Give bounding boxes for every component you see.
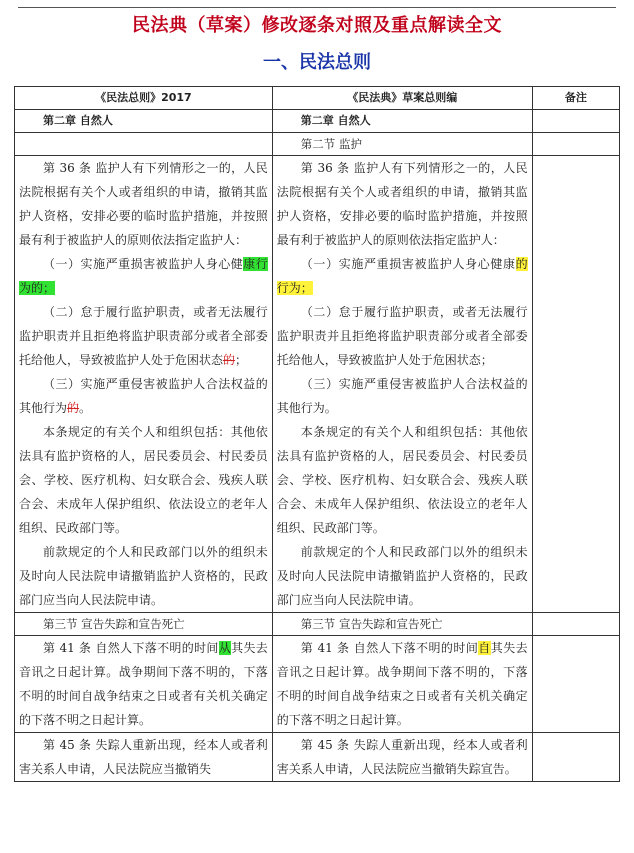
paragraph: 前款规定的个人和民政部门以外的组织未及时向人民法院申请撤销监护人资格的，民政部门应当向人民法院申请。: [19, 545, 268, 607]
highlight-yellow: 行为；: [276, 281, 313, 295]
chapter-left: [15, 110, 273, 133]
article-45-left: [15, 733, 273, 782]
chapter-middle-label: 第二章 自然人: [300, 114, 371, 127]
paragraph: [19, 636, 268, 732]
document-title: 民法典（草案）修改逐条对照及重点解读全文: [132, 15, 502, 36]
section-row: [15, 133, 620, 156]
article-41-left: [15, 636, 273, 733]
text: 其失去音讯之日起计算。战争期间下落不明的，下落不明的时间自战争结束之日或者有关机关确定的下落不明之日起计算。: [276, 641, 528, 727]
header-left: 《民法总则》2017: [15, 87, 273, 110]
remark-cell: [532, 110, 619, 133]
article-41-middle: [272, 636, 532, 733]
paragraph: [277, 636, 528, 732]
text: ；: [235, 353, 248, 367]
highlight-yellow: 自: [478, 641, 491, 655]
paragraph: 前款规定的个人和民政部门以外的组织未及时向人民法院申请撤销监护人资格的，民政部门应当向人民法院申请。: [276, 545, 528, 607]
highlight-green: 从: [218, 641, 232, 655]
paragraph: 第 36 条 监护人有下列情形之一的，人民法院根据有关个人或者组织的申请，撤销其监护人资格，安排必要的临时监护措施，并按照最有利于被监护人的原则依法指定监护人：: [19, 161, 268, 247]
article-36-middle: [272, 156, 532, 613]
section-middle: [272, 133, 532, 156]
paragraph: 第 45 条 失踪人重新出现，经本人或者利害关系人申请，人民法院应当撤销失踪宣告。: [276, 738, 528, 776]
header-middle: 《民法典》草案总则编: [272, 87, 532, 110]
chapter-left-label: 第二章 自然人: [43, 114, 113, 127]
section-guardianship-label: 第二节 监护: [300, 137, 362, 151]
text: 第 41 条 自然人下落不明的时间: [43, 641, 219, 655]
text: （一）实施严重损害被监护人身心健: [43, 257, 244, 271]
section-left: [15, 613, 273, 636]
paragraph: [19, 252, 268, 300]
text: 第 41 条 自然人下落不明的时间: [300, 641, 479, 655]
section-middle: [272, 613, 532, 636]
chapter-middle: [272, 110, 532, 133]
article-36-row: [15, 156, 620, 613]
paragraph: 本条规定的有关个人和组织包括：其他依法具有监护资格的人，居民委员会、村民委员会、学校、医疗机构、妇女联合会、残疾人联合会、未成年人保护组织、依法设立的老年人组织、民政部门等。: [19, 425, 268, 535]
paragraph: [19, 372, 268, 420]
section-missing-label: 第三节 宣告失踪和宣告死亡: [300, 617, 443, 631]
remark-cell: [532, 133, 619, 156]
highlight-yellow: 的: [515, 257, 528, 271]
section-missing-label: 第三节 宣告失踪和宣告死亡: [43, 617, 185, 631]
comparison-table: [14, 86, 620, 782]
section-left-empty: [15, 133, 273, 156]
paragraph: 第 36 条 监护人有下列情形之一的，人民法院根据有关个人或者组织的申请，撤销其监护人资格，安排必要的临时监护措施，并按照最有利于被监护人的原则依法指定监护人：: [276, 161, 528, 247]
article-45-row: [15, 733, 620, 782]
remark-cell: [532, 613, 619, 636]
header-remarks: 备注: [532, 87, 619, 110]
remark-cell: [532, 636, 619, 733]
section-row: [15, 613, 620, 636]
paragraph: [19, 300, 268, 372]
paragraph: （三）实施严重侵害被监护人合法权益的其他行为。: [276, 377, 528, 415]
highlight-green: 康行为的；: [19, 257, 268, 295]
chapter-row: [15, 110, 620, 133]
remark-cell: [532, 156, 619, 613]
article-45-middle: [272, 733, 532, 782]
text: （三）实施严重侵害被监护人合法权益的其他行为: [19, 377, 268, 415]
text: （一）实施严重损害被监护人身心健康: [300, 257, 516, 271]
section-heading: 一、民法总则: [263, 52, 371, 73]
text: 其失去音讯之日起计算。战争期间下落不明的，下落不明的时间自战争结束之日或者有关机关确定的下落不明之日起计算。: [19, 641, 268, 727]
text: （二）怠于履行监护职责，或者无法履行监护职责并且拒绝将监护职责部分或者全部委托给他人，导致被监护人处于危困状态: [19, 305, 268, 367]
header-rule: [18, 7, 616, 8]
article-36-left: [15, 156, 273, 613]
paragraph: [277, 252, 528, 300]
paragraph: （二）怠于履行监护职责，或者无法履行监护职责并且拒绝将监护职责部分或者全部委托给他人，导致被监护人处于危困状态；: [276, 305, 528, 367]
paragraph: 本条规定的有关个人和组织包括：其他依法具有监护资格的人，居民委员会、村民委员会、学校、医疗机构、妇女联合会、残疾人联合会、未成年人保护组织、依法设立的老年人组织、民政部门等。: [276, 425, 528, 535]
remark-cell: [532, 733, 619, 782]
article-41-row: [15, 636, 620, 733]
text: 。: [79, 401, 92, 415]
paragraph: 第 45 条 失踪人重新出现，经本人或者利害关系人申请，人民法院应当撤销失: [19, 738, 268, 776]
deleted-text: 的: [67, 401, 80, 415]
deleted-text: 的: [223, 353, 236, 367]
table-header-row: [15, 87, 620, 110]
